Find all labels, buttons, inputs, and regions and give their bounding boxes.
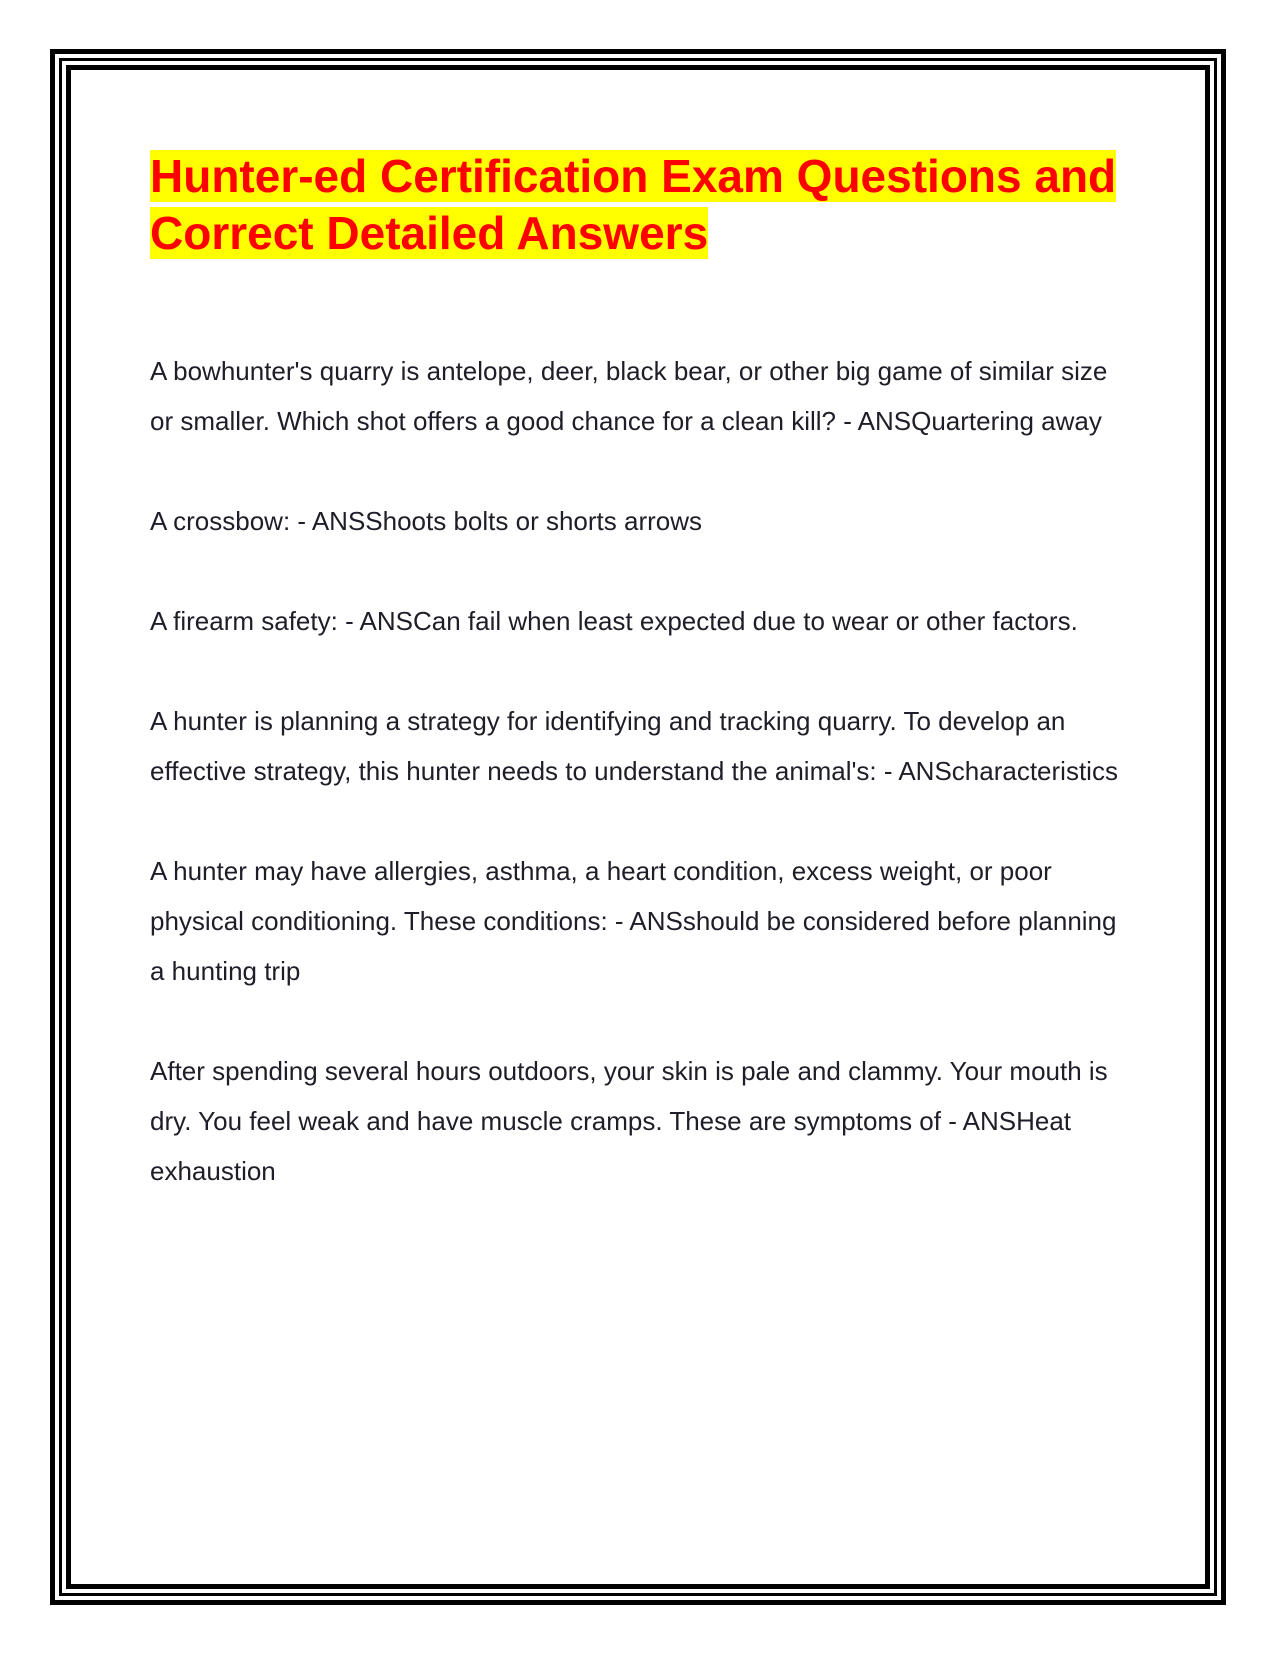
- document-content: [150, 148, 1130, 1246]
- qa-item: A bowhunter's quarry is antelope, deer, black bear, or other big game of similar size or smaller. Which shot offers a good chance for a clean kill? - ANSQuartering away: [150, 356, 1108, 436]
- document-title: [150, 148, 1130, 262]
- qa-item: A hunter is planning a strategy for identifying and tracking quarry. To develop an effective strategy, this hunter needs to understand the animal's: - ANScharacteristics: [150, 706, 1118, 786]
- qa-list: [150, 346, 1130, 1196]
- qa-item: A crossbow: - ANSShoots bolts or shorts arrows: [150, 506, 702, 536]
- document-title-text: Hunter-ed Certification Exam Questions and Correct Detailed Answers: [150, 150, 1117, 259]
- qa-item: After spending several hours outdoors, your skin is pale and clammy. Your mouth is dry. You feel weak and have muscle cramps. These are symptoms of - ANSHeat exhaustion: [150, 1056, 1108, 1186]
- qa-item: A firearm safety: - ANSCan fail when least expected due to wear or other factors.: [150, 606, 1078, 636]
- qa-item: A hunter may have allergies, asthma, a heart condition, excess weight, or poor physical conditioning. These conditions: - ANSshould be considered before planning a hunting trip: [150, 856, 1117, 986]
